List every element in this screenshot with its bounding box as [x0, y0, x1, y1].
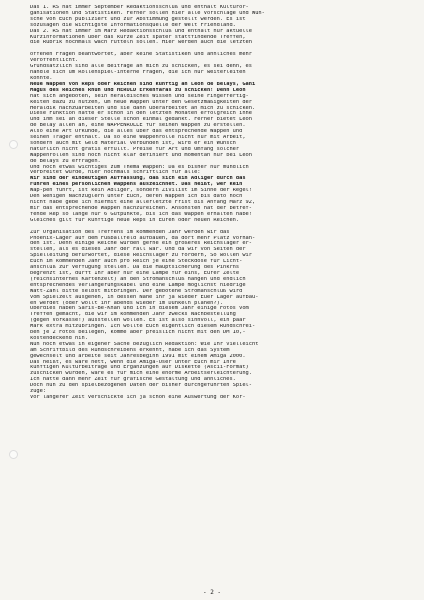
text-line: entsprechendes Verlängerungskabel und eine Lampe möglichst niedrige	[30, 282, 246, 288]
text-line: künftigen Kulturbeiträge und Ergänzungen auf Diskette (Ascii-Format)	[30, 365, 249, 371]
paragraph	[30, 52, 400, 223]
punch-hole-mark	[9, 140, 18, 149]
text-line: Den wenigen Nachzüglern unter Euch, deren Wappen ich bis dato noch	[30, 194, 243, 200]
text-line: könnte.	[30, 75, 53, 81]
text-line: fende Rep so lange nur 6 Gutpunkte, bis ich das Wappen erhalten habe!	[30, 211, 252, 217]
text-line: handle sich um Rollenspiel-interne Fragen, die ich nur weiterleiten	[30, 70, 246, 76]
text-line: (gegen Vorkasse!) ausstellen wollen. Es ist also sinnvoll, ein paar	[30, 318, 246, 324]
text-line: Treffen gemacht, die wir im kommenden Jahr zwecks Nachbestellung	[30, 312, 236, 318]
text-line: ganisationen und Statistiken. Ferner sollen hier alle Vorschläge und Wün-	[30, 10, 265, 16]
text-line: Führen eines persönlichen Wappens auszeichnet. Das heißt, wer kein	[30, 182, 243, 188]
document-body	[30, 5, 400, 401]
text-line: seinen Träger enthält. Da so eine Wappenrolle nicht nur mit Arbeit,	[30, 135, 246, 141]
text-line: Kurzinformationen über das kurze Zeit später stattfindende Treffen,	[30, 34, 246, 40]
text-line: Magus des Reiches Rhûn und HEROLD Erkenfaras zu schicken! Denn Leon	[30, 87, 246, 93]
text-line: Doch nun zu den spielbezogenen Daten der bisher durchgeführten Spiel-	[30, 383, 252, 389]
text-line: Wap-pen führt, ist kein Adliger, sondern Zivilist im Sinne der Regel!	[30, 188, 252, 194]
text-line: de Belays zu erfragen.	[30, 158, 101, 164]
text-line: anschluß zur Verfügung stellen. Da die Hauptsicherung des Pinkrns	[30, 265, 240, 271]
text-line: die Rubrik nochmals wach rütteln sollen. Hier werden auch die letzten	[30, 40, 252, 46]
punch-hole-mark	[9, 450, 18, 459]
page-number: - 2 -	[202, 589, 222, 597]
text-line: Neue Wappen von Reps oder Reichen sind künftig an Leon de Belays, Gani	[30, 81, 256, 87]
text-line: en werdet (oder wollt ihr abends wieder im Dunkeln planen?).	[30, 300, 224, 306]
text-line: Wir sind der eindeutigen Auffassung, daß sich ein Adliger durch das	[30, 176, 246, 182]
text-line: Und noch etwas wichtiges zum Thema Wappen: Da es bisher nur mündlich	[30, 164, 249, 170]
text-line: gewechselt und arbeite seit Jahresbeginn 1991 mit einem Amiga 2000.	[30, 353, 246, 359]
text-line: Gleiches gilt für künftige neue Reps in Euren oder neuen Reichen.	[30, 217, 240, 223]
text-line: natürlich nicht gratis erfüllt. Preise für Art und Umfang solcher	[30, 146, 240, 152]
text-line: sche von Euch publiziert und zur Abstimmung gestellt werden. Es ist	[30, 16, 246, 22]
text-line: Watt-Zahl bitte selbst mitbringen. Der gebotene Stromanschluß wird	[30, 288, 243, 294]
text-line: sozusagen die wichtigste Informationsquelle der Welt Friendland.	[30, 22, 236, 28]
text-line: Diese Funktion hatte er schon in den letzten Monaten erfolgreich inne	[30, 111, 252, 117]
text-line: Euch im kommenden Jahr auch pro Reich je eine Steckdose für Licht-	[30, 259, 243, 265]
text-line: Das 1. RS hat immer September Redaktionsschluß und enthält Kulturor-	[30, 5, 249, 10]
paragraph	[30, 5, 400, 46]
text-line: keiten dazu zu nutzen, um neue Wappen unter den Gesetzmäßigkeiten der	[30, 99, 252, 105]
text-line: Das 2. RS hat immer im März Redaktionsschluß und enthält nur aktuelle	[30, 28, 252, 34]
paragraph	[30, 230, 400, 401]
text-line: Das heißt, es wäre nett, wenn die Amiga-User unter Euch mir Ihre	[30, 359, 236, 365]
text-line: kostendeckend hin.	[30, 335, 88, 341]
text-line: begrenzt ist, dürft Ihr aber nur eine Lampe für eins, Eurer Zelte	[30, 270, 240, 276]
text-line: ben je 2 Fotos beilegen, komme aber preislich nicht mit den DM 10,-	[30, 330, 246, 336]
text-line: züge:	[30, 389, 47, 395]
text-line: offenen Fragen beantwortet, aber keine Statistiken und ähnliches mehr	[30, 52, 252, 58]
text-line: verbreitet wurde, hier nochmals schriftlich für alle:	[30, 170, 201, 176]
text-line: nicht habe gebe ich hiermit eine allerletzte Frist bis Anfang März 92,	[30, 200, 256, 205]
text-line: de Belay allen an, eine WAPPENROLLE für seinen Wappen zu erstellen.	[30, 123, 246, 129]
text-line: mir das entsprechende Wappen nachzureichen. Ansonsten hat der betref-	[30, 205, 252, 211]
text-line: Grundsätzlich sind alle Beiträge an mich zu schicken, es sei denn, es	[30, 64, 252, 70]
text-line: Wappenrollen sind noch nicht klar definiert und momentan nur bei Leon	[30, 152, 252, 158]
text-line: vom Spielzelt ausgehen, in dessen Nähe ihr ja wieder Euer Lager aufbau-	[30, 294, 259, 300]
text-line: Mark extra mitzubringen. Ich wollte Euch eigentlich diesem Rundschrei-	[30, 324, 256, 330]
text-line: Zur Organisation des Treffens im kommenden Jahr werden wir das	[30, 229, 230, 235]
text-line: veröffentlicht.	[30, 58, 79, 64]
text-line: Phoenix-Lager auf dem Fußballfeld aufbauen, da dort mehr Platz vorhan-	[30, 235, 256, 241]
text-line: und ihm sei an dieser Stelle schon einmal gedankt. Ferner bietet Leon	[30, 117, 252, 123]
text-line: Uberdies haben Saris-Be-Khan und ich in diesem Jahr einige Fotos vom	[30, 306, 249, 312]
text-line: am Schriftbild des Rundschreibens erkennt, habe ich das System	[30, 347, 230, 353]
text-line: zuschicken würden, wäre es für mich eine enorme Arbeitserleichterung.	[30, 371, 252, 377]
text-line: Vor längerer Zeit verschickte ich ja schon eine Auswertung der Kor-	[30, 395, 246, 400]
text-line: sondern auch mit Geld Material verbunden ist, wird er ein Wunsch	[30, 140, 236, 146]
text-line: Ich hatte dann mehr Zeit für grafische Gestaltung und ähnliches.	[30, 377, 236, 383]
text-line: Nun noch etwas in eigener Sache bezüglich Redaktion: Wie Ihr vielleicht	[30, 341, 259, 347]
text-line: stellen, als es dieses Jahr der Fall war. Und da wir von Seiten der	[30, 247, 246, 253]
text-line: hat sich angeboten, sein heraldisches Wissen und seine Fingerfertig-	[30, 93, 249, 99]
text-line: Spielleitung befürwortet, diese Reichslager zu fördern, So wollen wir	[30, 253, 252, 259]
text-line: Heraldik nachzuarbeiten und sie dann überarbeitet an mich zu schicken.	[30, 105, 256, 111]
text-line: (reichsinternes Kartenzelt) an den Stromanschluß hängen und endlich	[30, 276, 246, 282]
text-line: den ist. Denn einige Reiche würden gerne ein größeres Reichslager er-	[30, 241, 252, 247]
text-line: Also eine Art Urkunde, die alles über das entsprechende Wappen und	[30, 129, 243, 135]
